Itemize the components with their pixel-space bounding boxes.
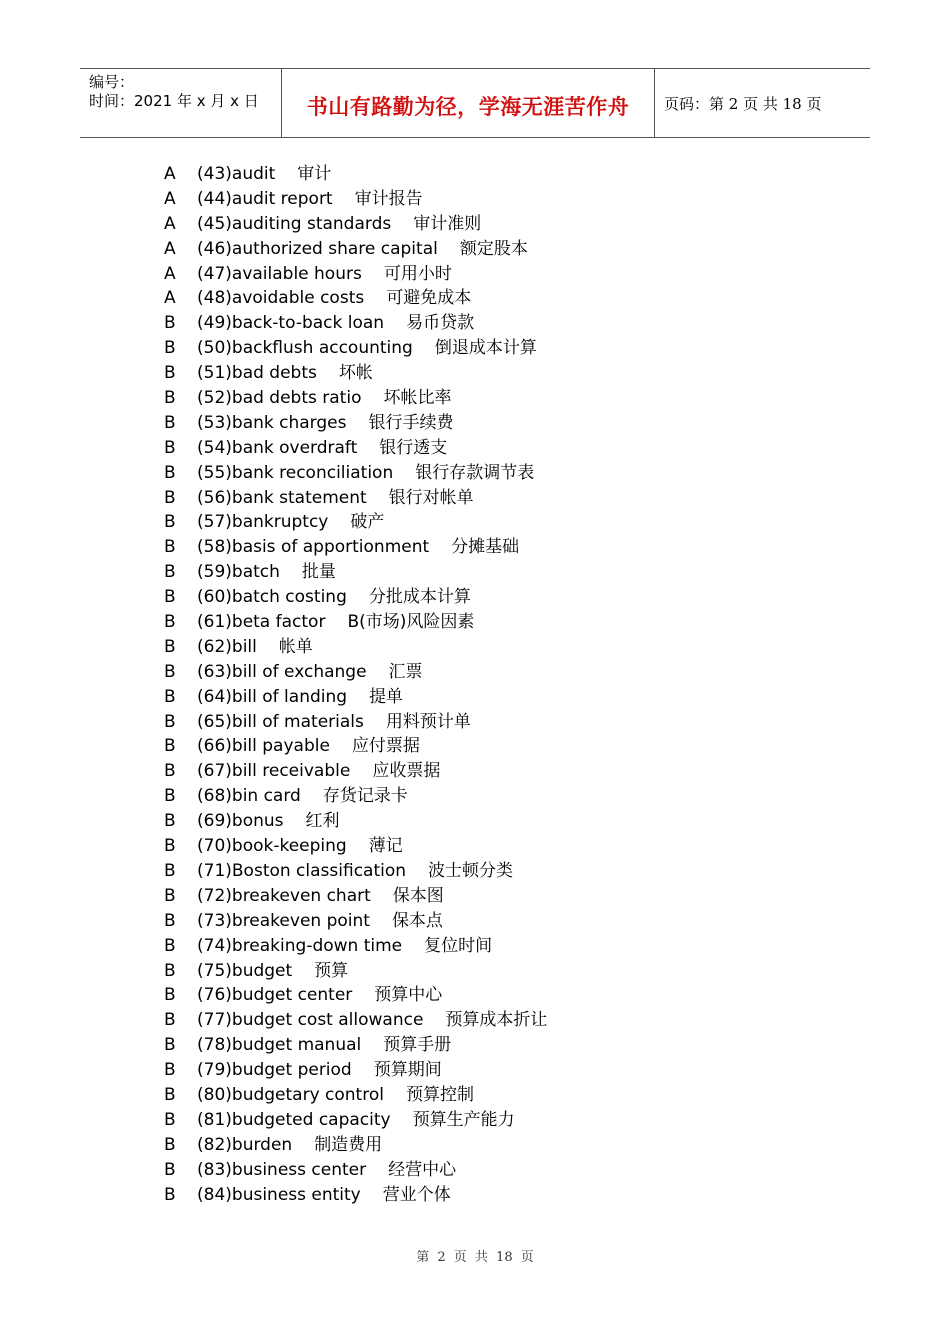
entry-letter: B	[164, 910, 176, 931]
entry-translation: 预算中心	[374, 985, 443, 1006]
entry-translation: 易币贷款	[406, 313, 475, 334]
entry-translation: 审计准则	[413, 213, 482, 234]
entry-text	[197, 286, 471, 311]
entry-letter: B	[164, 1060, 176, 1081]
entry-translation: 坏帐比率	[383, 388, 452, 409]
entry-term: (81)budgeted capacity	[197, 1109, 391, 1130]
entry-letter: B	[164, 313, 176, 334]
entry-translation: 提单	[369, 686, 404, 707]
entry-letter: B	[164, 1134, 176, 1155]
entry-term: (69)bonus	[197, 811, 284, 832]
header-meta-cell	[80, 69, 282, 137]
entry-translation: 帐单	[278, 636, 313, 657]
entry-letter: A	[164, 164, 176, 184]
entry-term: (70)book-keeping	[197, 836, 347, 857]
entry-term: (50)backflush accounting	[197, 338, 413, 359]
entry-translation: 预算期间	[373, 1060, 442, 1081]
entry-term: (66)bill payable	[197, 736, 330, 757]
entry-translation: 薄记	[368, 836, 403, 857]
entry-translation: 红利	[305, 811, 340, 832]
entry-term: (61)beta factor	[197, 612, 326, 633]
entry-text	[197, 262, 452, 287]
entry-term: (48)avoidable costs	[197, 288, 365, 309]
entry-letter: B	[164, 885, 176, 906]
entry-term: (46)authorized share capital	[197, 238, 438, 259]
entry-text	[197, 859, 513, 884]
entry-letter: B	[164, 487, 176, 508]
entry-term: (64)bill of landing	[197, 686, 348, 707]
header-page-cell	[655, 69, 870, 137]
entry-letter: B	[164, 388, 176, 409]
entry-text	[197, 486, 474, 511]
entry-text	[197, 759, 440, 784]
entry-letter: B	[164, 338, 176, 359]
entry-term: (44)audit report	[197, 188, 333, 209]
entry-letter: B	[164, 437, 176, 458]
entry-text	[197, 336, 537, 361]
entry-letter: B	[164, 412, 176, 433]
entry-letter: B	[164, 562, 176, 583]
entry-translation: 批量	[301, 562, 336, 583]
entry-text	[197, 237, 528, 262]
entry-letter: B	[164, 935, 176, 956]
entry-text	[197, 784, 408, 809]
entry-translation: B(市场)风险因素	[347, 612, 475, 633]
entry-term: (79)budget period	[197, 1060, 352, 1081]
entry-term: (84)business entity	[197, 1184, 361, 1205]
entry-letter: B	[164, 462, 176, 483]
entry-text	[197, 361, 373, 386]
entry-letter: B	[164, 537, 176, 558]
entry-letter: B	[164, 512, 176, 533]
entry-text	[197, 959, 348, 984]
entry-term: (56)bank statement	[197, 487, 367, 508]
entry-term: (67)bill receivable	[197, 761, 351, 782]
entry-term: (77)budget cost allowance	[197, 1010, 424, 1031]
entry-text	[197, 710, 471, 735]
entry-letter: B	[164, 1010, 176, 1031]
entry-text	[197, 1033, 451, 1058]
entry-text	[197, 809, 340, 834]
entry-letter: B	[164, 1109, 176, 1130]
entry-text	[197, 660, 423, 685]
entry-text	[197, 1083, 474, 1108]
entry-translation: 分摊基础	[451, 537, 520, 558]
entry-translation: 分批成本计算	[368, 587, 471, 608]
entry-term: (65)bill of materials	[197, 711, 364, 732]
entry-text	[197, 510, 384, 535]
entry-letter: B	[164, 711, 176, 732]
entry-letter: B	[164, 960, 176, 981]
entry-term: (62)bill	[197, 636, 257, 657]
entry-term: (57)bankruptcy	[197, 512, 329, 533]
entry-term: (54)bank overdraft	[197, 437, 358, 458]
entry-term: (71)Boston classification	[197, 860, 407, 881]
entry-text	[197, 1133, 382, 1158]
entry-term: (52)bad debts ratio	[197, 388, 362, 409]
entry-letter: B	[164, 860, 176, 881]
entry-letter: B	[164, 761, 176, 782]
entry-letter: A	[164, 188, 176, 209]
entry-letter: B	[164, 661, 176, 682]
entry-translation: 营业个体	[382, 1184, 451, 1205]
entry-text	[197, 610, 474, 635]
entry-letter: A	[164, 238, 176, 259]
entry-text	[197, 461, 534, 486]
entry-text	[197, 1108, 515, 1133]
entry-text	[197, 585, 471, 610]
motto: 书山有路勤为径，学海无涯苦作舟	[306, 94, 630, 119]
entry-term: (73)breakeven point	[197, 910, 370, 931]
entry-translation: 银行透支	[379, 437, 448, 458]
entry-text	[197, 162, 331, 187]
entry-translation: 预算控制	[405, 1084, 474, 1105]
entry-letter: B	[164, 686, 176, 707]
entry-text	[197, 983, 442, 1008]
entry-translation: 坏帐	[338, 363, 373, 384]
entry-letter: B	[164, 1035, 176, 1056]
entry-translation: 保本点	[391, 910, 443, 931]
entry-translation: 波士顿分类	[428, 860, 514, 881]
entry-translation: 审计报告	[354, 188, 423, 209]
number-label: 编号：	[89, 73, 135, 91]
entry-text	[197, 1183, 451, 1208]
entry-translation: 预算生产能力	[412, 1109, 515, 1130]
entry-term: (59)batch	[197, 562, 280, 583]
entry-text	[197, 1158, 456, 1183]
entry-letter: B	[164, 587, 176, 608]
entry-text	[197, 934, 492, 959]
entry-letter: B	[164, 811, 176, 832]
entry-term: (76)budget center	[197, 985, 353, 1006]
entry-letter: A	[164, 288, 176, 309]
entry-text	[197, 1058, 442, 1083]
entry-translation: 可用小时	[383, 263, 452, 284]
entry-term: (80)budgetary control	[197, 1084, 384, 1105]
entry-term: (78)budget manual	[197, 1035, 362, 1056]
entry-translation: 用料预计单	[385, 711, 471, 732]
entry-text	[197, 909, 443, 934]
entry-text	[197, 1008, 547, 1033]
entry-term: (47)available hours	[197, 263, 362, 284]
entry-term: (51)bad debts	[197, 363, 317, 384]
entry-letter: B	[164, 985, 176, 1006]
entry-translation: 经营中心	[388, 1159, 457, 1180]
entry-term: (49)back-to-back loan	[197, 313, 385, 334]
entry-term: (58)basis of apportionment	[197, 537, 430, 558]
entry-translation: 额定股本	[459, 238, 528, 259]
entry-translation: 可避免成本	[386, 288, 472, 309]
entry-letter: B	[164, 636, 176, 657]
entry-term: (60)batch costing	[197, 587, 347, 608]
entry-translation: 预算成本折让	[445, 1010, 548, 1031]
entry-letter: B	[164, 612, 176, 633]
entry-translation: 保本图	[392, 885, 444, 906]
entry-term: (55)bank reconciliation	[197, 462, 394, 483]
entry-text	[197, 685, 403, 710]
entry-translation: 倒退成本计算	[434, 338, 537, 359]
entry-term: (72)breakeven chart	[197, 885, 371, 906]
entry-text	[197, 436, 447, 461]
entry-text	[197, 635, 313, 660]
entry-letter: B	[164, 1184, 176, 1205]
entry-text	[197, 187, 423, 212]
entry-term: (82)burden	[197, 1134, 293, 1155]
entry-translation: 存货记录卡	[322, 786, 408, 807]
entry-letter: B	[164, 1084, 176, 1105]
entry-text	[197, 560, 336, 585]
entry-translation: 复位时间	[424, 935, 493, 956]
entry-translation: 预算	[314, 960, 349, 981]
entry-text	[197, 834, 403, 859]
document-header	[80, 68, 870, 138]
entry-text	[197, 884, 444, 909]
entry-translation: 银行存款调节表	[415, 462, 535, 483]
entry-translation: 汇票	[388, 661, 423, 682]
entry-term: (63)bill of exchange	[197, 661, 367, 682]
entry-translation: 制造费用	[314, 1134, 383, 1155]
entry-letter: A	[164, 213, 176, 234]
entry-term: (43)audit	[197, 164, 276, 184]
page-info: 页码：第 2 页 共 18 页	[664, 95, 822, 113]
entry-term: (75)budget	[197, 960, 293, 981]
entry-term: (68)bin card	[197, 786, 301, 807]
time-label: 时间：2021 年 x 月 x 日	[89, 92, 259, 110]
entry-letter: B	[164, 786, 176, 807]
entry-translation: 预算手册	[383, 1035, 452, 1056]
entry-translation: 审计	[297, 164, 332, 184]
entry-translation: 应收票据	[372, 761, 441, 782]
entry-letter: B	[164, 736, 176, 757]
entry-term: (83)business center	[197, 1159, 367, 1180]
entry-text	[197, 411, 453, 436]
entry-term: (45)auditing standards	[197, 213, 392, 234]
entry-letter: B	[164, 363, 176, 384]
entry-letter: A	[164, 263, 176, 284]
page-footer: 第 2 页 共 18 页	[416, 1250, 534, 1265]
entry-translation: 银行对帐单	[388, 487, 474, 508]
entry-term: (53)bank charges	[197, 412, 347, 433]
entry-text	[197, 311, 474, 336]
entry-translation: 应付票据	[351, 736, 420, 757]
entry-text	[197, 386, 451, 411]
header-motto-cell	[282, 69, 655, 137]
entry-translation: 银行手续费	[368, 412, 454, 433]
entry-translation: 破产	[350, 512, 385, 533]
entry-text	[197, 734, 420, 759]
entry-term: (74)breaking-down time	[197, 935, 403, 956]
entry-letter: B	[164, 836, 176, 857]
entry-text	[197, 212, 481, 237]
entry-text	[197, 535, 519, 560]
entry-letter: B	[164, 1159, 176, 1180]
